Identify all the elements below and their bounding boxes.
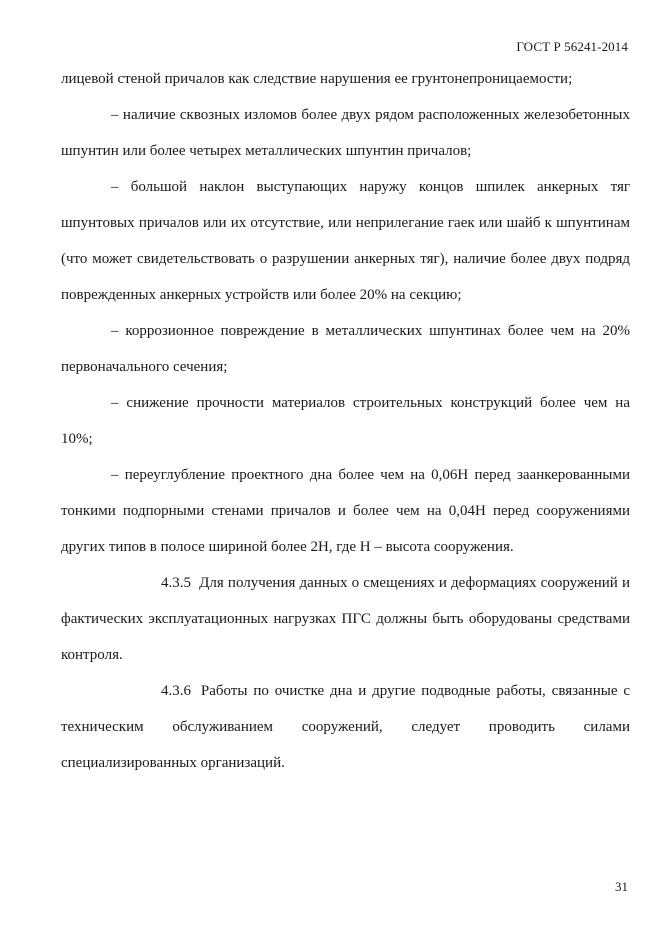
list-item: – коррозионное повреждение в металлических шпунтинах более чем на 20% первоначального сечения;	[61, 323, 630, 375]
section-text: Для получения данных о смещениях и деформациях сооружений и фактических эксплуатационных нагрузках ПГС должны быть оборудованы средствами контроля.	[61, 575, 631, 663]
section-number: 4.3.6	[161, 683, 191, 699]
section-4-3-6	[61, 673, 630, 781]
paragraph-continuation: лицевой стеной причалов как следствие нарушения ее грунтонепроницаемости;	[61, 71, 573, 87]
list-item: – переуглубление проектного дна более чем на 0,06H перед заанкерованными тонкими подпорными стенами причалов и более чем на 0,04H перед сооружениями других типов в полосе шириной более 2H, где H – высота сооружения.	[61, 467, 630, 555]
document-body	[61, 61, 630, 781]
list-item: – большой наклон выступающих наружу концов шпилек анкерных тяг шпунтовых причалов или их отсутствие, или неприлегание гаек или шайб к шпунтинам (что может свидетельствовать о разрушении анкерных тяг), наличие более двух подряд поврежденных анкерных устройств или более 20% на секцию;	[61, 179, 630, 303]
section-number: 4.3.5	[161, 575, 191, 591]
section-4-3-5	[61, 565, 630, 673]
page-number: 31	[615, 879, 628, 894]
document-header: ГОСТ Р 56241-2014	[516, 39, 628, 54]
list-item: – снижение прочности материалов строительных конструкций более чем на 10%;	[61, 395, 630, 447]
list-item: – наличие сквозных изломов более двух рядом расположенных железобетонных шпунтин или более четырех металлических шпунтин причалов;	[61, 107, 630, 159]
section-text: Работы по очистке дна и другие подводные работы, связанные с техническим обслуживанием сооружений, следует проводить силами специализированных организаций.	[61, 683, 631, 771]
